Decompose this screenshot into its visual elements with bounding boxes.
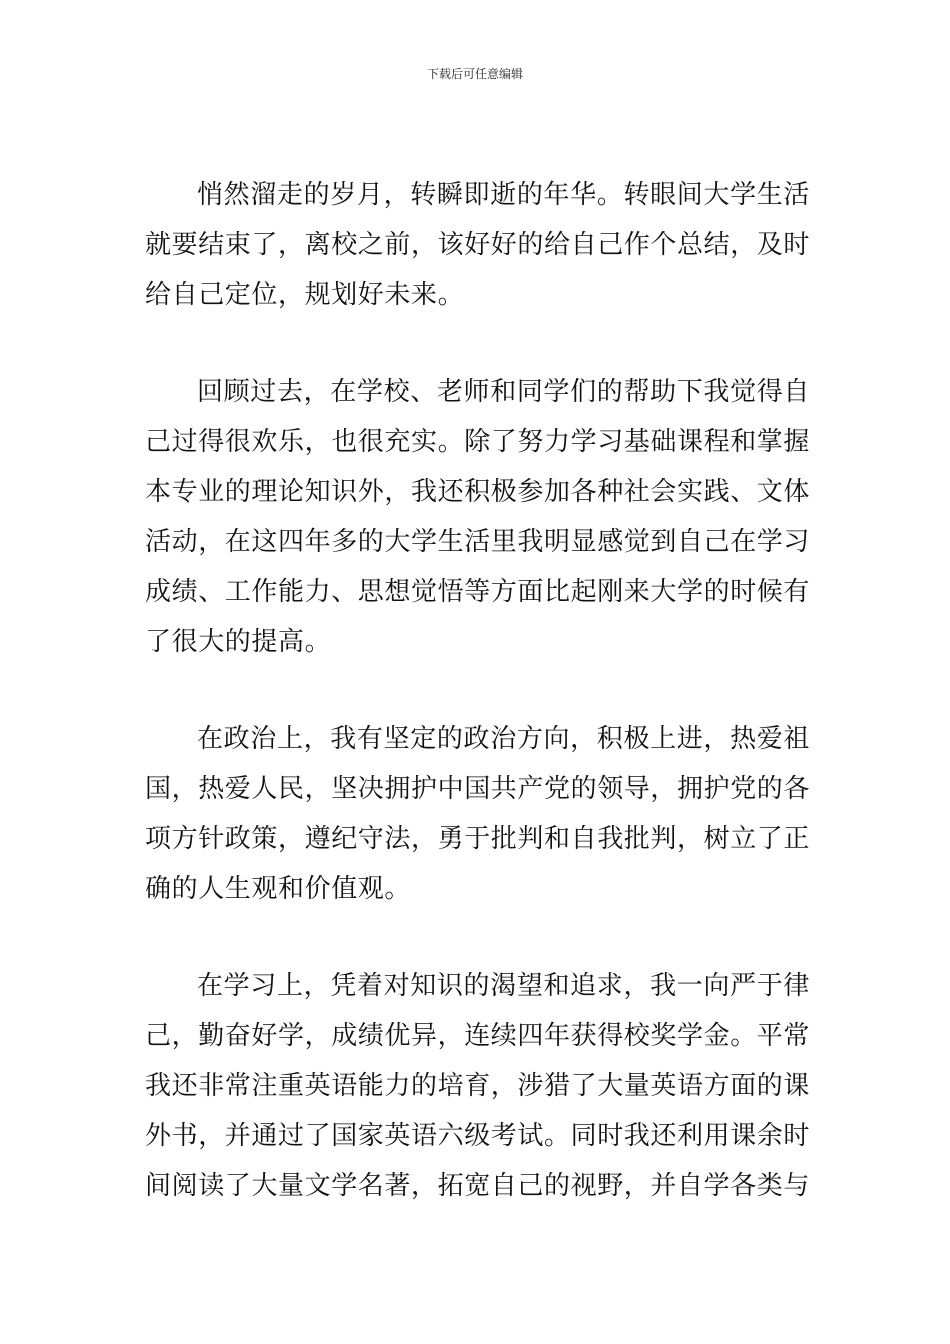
document-body	[145, 170, 810, 1258]
paragraph-intro: 悄然溜走的岁月，转瞬即逝的年华。转眼间大学生活就要结束了，离校之前，该好好的给自己作个总结，及时给自己定位，规划好未来。	[145, 180, 811, 310]
page-header: 下载后可任意编辑	[426, 67, 523, 81]
paragraph-study: 在学习上，凭着对知识的渴望和追求，我一向严于律己，勤奋好学，成绩优异，连续四年获得校奖学金。平常我还非常注重英语能力的培育，涉猎了大量英语方面的课外书，并通过了国家英语六级考试。同时我还利用课余时间阅读了大量文学名著，拓宽自己的视野，并自学各类与	[145, 971, 811, 1201]
paragraph-review: 回顾过去，在学校、老师和同学们的帮助下我觉得自己过得很欢乐，也很充实。除了努力学习基础课程和掌握本专业的理论知识外，我还积极参加各种社会实践、文体活动，在这四年多的大学生活里我明显感觉到自己在学习成绩、工作能力、思想觉悟等方面比起刚来大学的时候有了很大的提高。	[145, 377, 811, 657]
paragraph-politics: 在政治上，我有坚定的政治方向，积极上进，热爱祖国，热爱人民，坚决拥护中国共产党的领导，拥护党的各项方针政策，遵纪守法，勇于批判和自我批判，树立了正确的人生观和价值观。	[145, 724, 811, 904]
